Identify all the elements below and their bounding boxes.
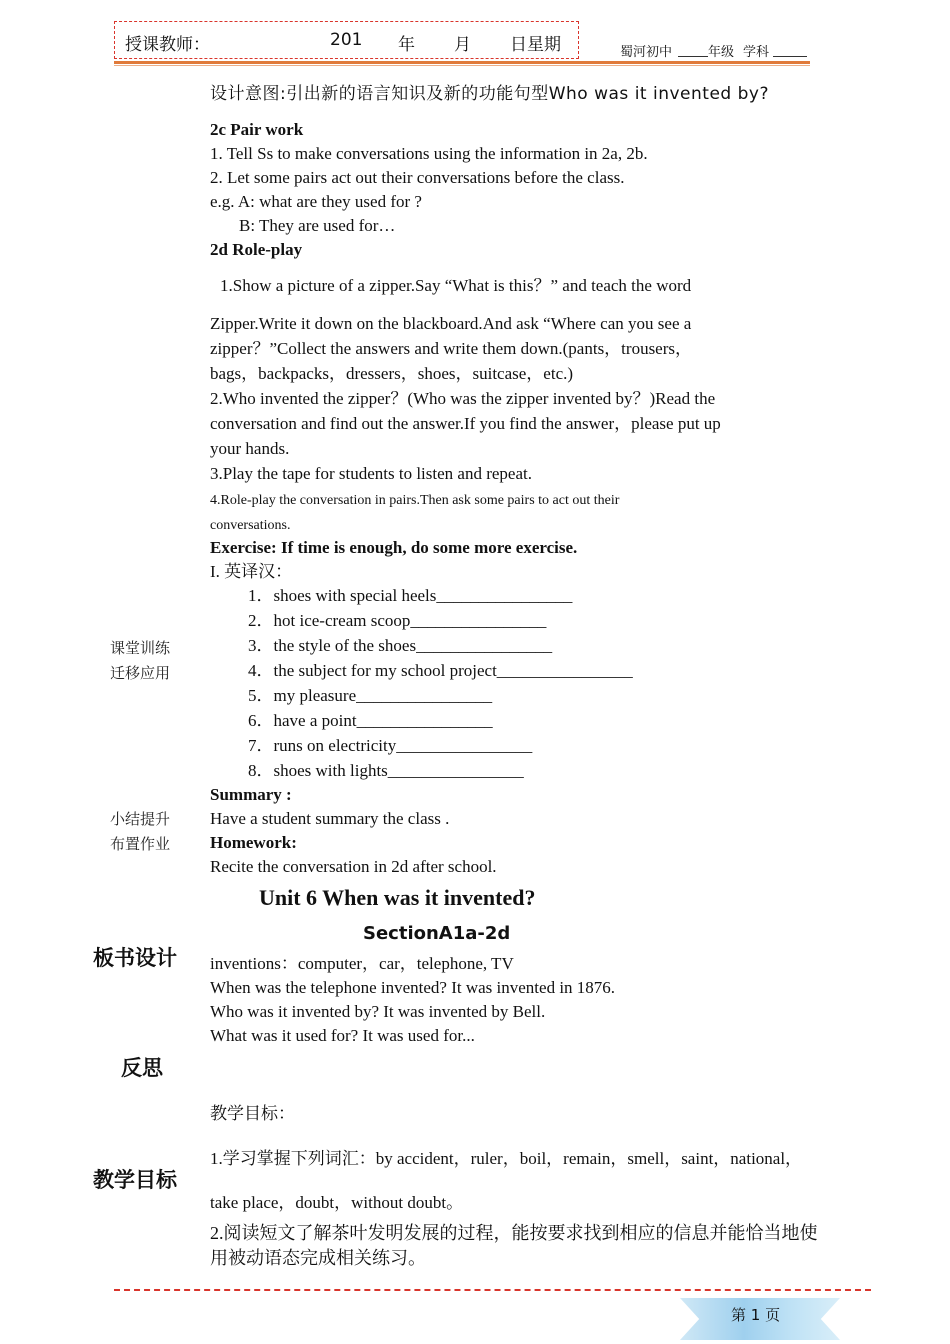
section-2d-item-3: 3.Play the tape for students to listen and repeat. (210, 464, 532, 483)
homework-text: Recite the conversation in 2d after school. (210, 857, 497, 876)
sidebar-practice-1: 课堂训练 (110, 639, 171, 657)
exercise-item: 4．the subject for my school project________________ (248, 661, 633, 680)
summary-title: Summary : (210, 785, 292, 804)
exercise-item: 6．have a point________________ (248, 711, 493, 730)
header-rule-thin (114, 65, 810, 66)
year-prefix: 201 (330, 30, 363, 50)
board-line-2: When was the telephone invented? It was invented in 1876. (210, 978, 616, 997)
section-2d-item-1d: bags，backpacks，dressers，shoes，suitcase，etc.) (210, 364, 574, 383)
section-2c-example-a: e.g. A: what are they used for ? (210, 192, 422, 211)
goal-2b: 用被动语态完成相关练习。 (210, 1248, 426, 1268)
sidebar-summary-1: 小结提升 (110, 810, 171, 828)
sidebar-reflection: 反思 (121, 1056, 163, 1080)
section-2c-item-2: 2. Let some pairs act out their conversations before the class. (210, 168, 625, 187)
grade-blank (678, 56, 708, 57)
board-line-1: inventions：computer，car，telephone, TV (210, 954, 514, 973)
exercise-subtitle: I. 英译汉： (210, 562, 293, 581)
section-2d-item-2b: conversation and find out the answer.If you find the answer，please put up (210, 414, 721, 433)
section-2c-item-1: 1. Tell Ss to make conversations using the information in 2a, 2b. (210, 144, 648, 163)
design-intent: 设计意图:引出新的语言知识及新的功能句型Who was it invented by? (210, 84, 769, 104)
footer-rule (114, 1289, 871, 1291)
exercise-item: 3．the style of the shoes________________ (248, 636, 553, 655)
exercise-item: 5．my pleasure________________ (248, 686, 493, 705)
year-label: 年 (398, 35, 415, 55)
goal-1a: 1.学习掌握下列词汇：by accident，ruler，boil，remain，smell，saint，national， (210, 1149, 803, 1168)
section-2d-item-1a: 1.Show a picture of a zipper.Say “What is this？” and teach the word (220, 276, 692, 295)
sidebar-board: 板书设计 (93, 946, 177, 970)
school-name: 蜀河初中 (620, 45, 673, 60)
board-line-4: What was it used for? It was used for... (210, 1026, 475, 1045)
section-2d-item-1c: zipper？”Collect the answers and write them down.(pants，trousers， (210, 339, 693, 358)
board-title: Unit 6 When was it invented? (259, 885, 536, 910)
subject-blank (773, 56, 807, 57)
section-2d-item-2c: your hands. (210, 439, 290, 458)
section-2d-item-4a: 4.Role-play the conversation in pairs.Then ask some pairs to act out their (210, 493, 620, 508)
page-number: 第 1 页 (731, 1306, 781, 1324)
grade-label: 年级 (708, 45, 735, 60)
header-box (114, 21, 579, 59)
day-label: 日星期 (510, 35, 561, 55)
exercise-item: 1．shoes with special heels________________ (248, 586, 573, 605)
teacher-label: 授课教师： (125, 35, 210, 55)
goal-2a: 2.阅读短文了解茶叶发明发展的过程，能按要求找到相应的信息并能恰当地使 (210, 1223, 818, 1243)
month-label: 月 (454, 35, 471, 55)
section-2d-item-2a: 2.Who invented the zipper？(Who was the zipper invented by？)Read the (210, 389, 716, 408)
sidebar-goals: 教学目标 (93, 1168, 177, 1192)
homework-title: Homework: (210, 833, 297, 852)
goal-1b: take place，doubt，without doubt。 (210, 1193, 464, 1212)
sidebar-summary-2: 布置作业 (110, 835, 171, 853)
section-2c-example-b: B: They are used for… (239, 216, 396, 235)
section-2c-title: 2c Pair work (210, 120, 304, 139)
board-line-3: Who was it invented by? It was invented by Bell. (210, 1002, 546, 1021)
subject-label: 学科 (743, 45, 770, 60)
summary-text: Have a student summary the class . (210, 809, 450, 828)
header-rule (114, 61, 810, 64)
goals-label: 教学目标： (210, 1104, 295, 1123)
section-2d-item-1b: Zipper.Write it down on the blackboard.And ask “Where can you see a (210, 314, 692, 333)
exercise-item: 2．hot ice-cream scoop________________ (248, 611, 547, 630)
exercise-item: 7．runs on electricity________________ (248, 736, 533, 755)
section-2d-item-4b: conversations. (210, 518, 291, 533)
exercise-item: 8．shoes with lights________________ (248, 761, 524, 780)
board-section: SectionA1a-2d (363, 923, 511, 944)
sidebar-practice-2: 迁移应用 (110, 664, 171, 682)
section-2d-title: 2d Role-play (210, 240, 303, 259)
exercise-title: Exercise: If time is enough, do some more exercise. (210, 538, 578, 557)
